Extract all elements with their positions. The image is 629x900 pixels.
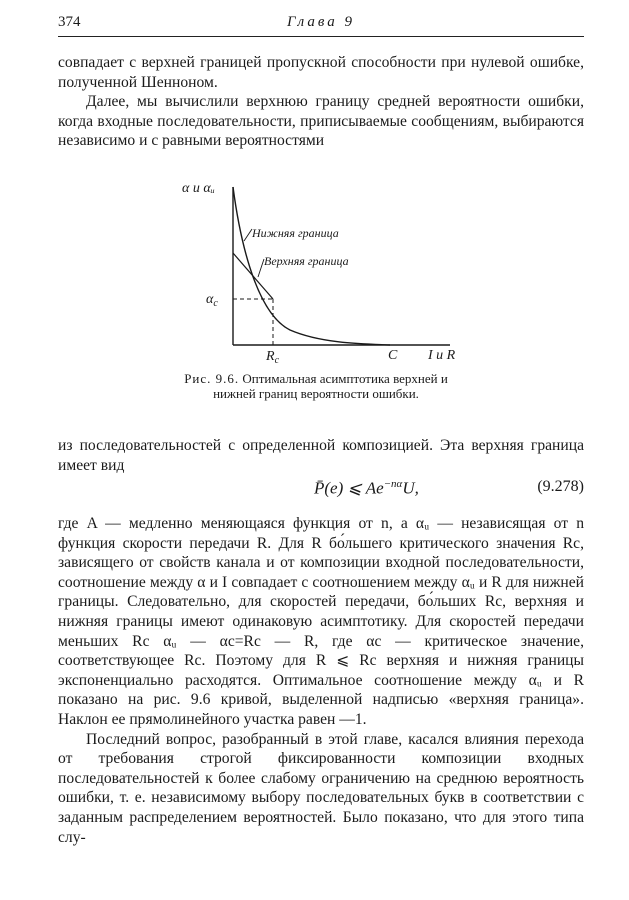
upper-bound-label: Верхняя граница (264, 254, 349, 268)
formula-number: (9.278) (537, 478, 584, 495)
asymptotic-bounds-chart (160, 165, 470, 365)
figure-number: Рис. 9.6. (184, 371, 240, 386)
figure-caption (168, 371, 464, 401)
page-header (58, 14, 584, 37)
text-bottom (58, 514, 584, 847)
text-middle (58, 436, 584, 475)
paragraph-composition: из последовательностей с определенной композицией. Эта верхняя граница имеет вид (58, 437, 584, 474)
text-top (58, 53, 584, 151)
paragraph-explanation: где A — медленно меняющаяся функция от n, а αᵤ — независящая от n функция скорости передачи R. Для R бо́льшего критического значения Rc, зависящего от свойств канала и от композиции входной последовательности, соотношение между α и I совпадает с соотношением между αᵤ и R для нижней границы. Следовательно, для скоростей передачи, бо́льших Rc, верхняя и нижняя границы имеют одинаковую асимптотику. Для скоростей передачи меньших Rc αᵤ — αc=Rc — R, где αc — критическое значение, соответствующее Rc. Поэтому для R ⩽ Rc верхняя и нижняя границы экспоненциально расходятся. Оптимальное соотношение между αᵤ и R показано на рис. 9.6 кривой, выделенной надписью «верхняя граница». Наклон ее прямолинейного участка равен —1. (58, 515, 584, 728)
figure-9-6 (160, 165, 470, 365)
paragraph-upper-bound-intro: Далее, мы вычислили верхнюю границу средней вероятности ошибки, когда входные последовательности, приписываемые сообщениям, выбираются независимо и с равными вероятностями (58, 93, 584, 150)
rc-label: $R_c$ (266, 349, 280, 365)
formula-expression: P̄(e) ⩽ $Ae^{-n\alpha}U$, (314, 478, 419, 498)
formula-9-278 (58, 478, 584, 502)
lower-bound-label: Нижняя граница (252, 226, 339, 240)
page-number: 374 (58, 14, 81, 30)
caption-text: Оптимальная асимптотика верхней и нижней границ вероятности ошибки. (213, 371, 448, 401)
y-axis-label: α и αᵤ (182, 181, 215, 196)
alpha-c-label: $\alpha_c$ (206, 292, 218, 309)
paragraph-continued: совпадает с верхней границей пропускной способности при нулевой ошибке, полученной Шенноном. (58, 54, 584, 91)
running-head: Глава 9 (286, 14, 356, 30)
lower-bound-leader (244, 229, 252, 241)
c-label: C (388, 348, 398, 363)
x-axis-label: I и R (428, 348, 456, 363)
paragraph-last-question: Последний вопрос, разобранный в этой главе, касался влияния перехода от требования строгой фиксированности композиции входных последовательностей к более слабому ограничению на среднюю вероятность ошибки, т. е. независимому выбору последовательных букв в соответствии с заданным распределением вероятностей. Было показано, что для этого типа слу- (58, 730, 584, 846)
